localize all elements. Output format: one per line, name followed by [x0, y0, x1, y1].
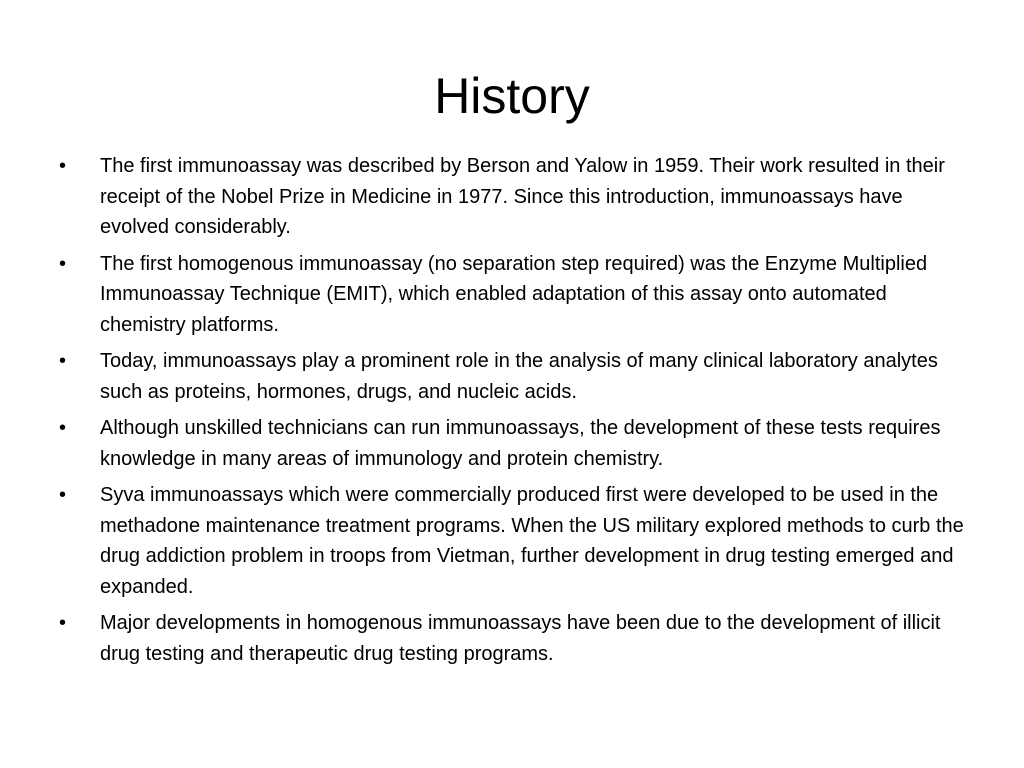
bullet-text: Syva immunoassays which were commercially produced first were developed to be used in the methadone maintenance treatment programs. When the US military explored methods to curb the drug addiction problem in troops from Vietman, further development in drug testing emerged and expanded.: [100, 484, 964, 598]
list-item: [56, 249, 974, 341]
list-item: [56, 480, 974, 602]
bullet-text: Although unskilled technicians can run immunoassays, the development of these tests requires knowledge in many areas of immunology and protein chemistry.: [100, 417, 941, 470]
list-item: [56, 413, 974, 474]
list-item: [56, 346, 974, 407]
bullet-text: Major developments in homogenous immunoassays have been due to the development of illicit drug testing and therapeutic drug testing programs.: [100, 612, 941, 665]
bullet-list: [56, 151, 974, 675]
bullet-icon: •: [59, 350, 67, 372]
bullet-icon: •: [59, 612, 67, 634]
slide-title: History: [434, 68, 590, 124]
bullet-text: The first immunoassay was described by Berson and Yalow in 1959. Their work resulted in their receipt of the Nobel Prize in Medicine in 1977. Since this introduction, immunoassays have evolved considerably.: [100, 155, 945, 238]
bullet-text: Today, immunoassays play a prominent role in the analysis of many clinical laboratory analytes such as proteins, hormones, drugs, and nucleic acids.: [100, 350, 938, 403]
bullet-icon: •: [59, 417, 67, 439]
bullet-text: The first homogenous immunoassay (no separation step required) was the Enzyme Multiplied Immunoassay Technique (EMIT), which enabled adaptation of this assay onto automated chemistry platforms.: [100, 252, 928, 336]
bullet-icon: •: [59, 155, 67, 177]
bullet-icon: •: [59, 252, 67, 275]
bullet-icon: •: [59, 484, 67, 506]
list-item: [56, 608, 974, 669]
list-item: [56, 151, 974, 243]
